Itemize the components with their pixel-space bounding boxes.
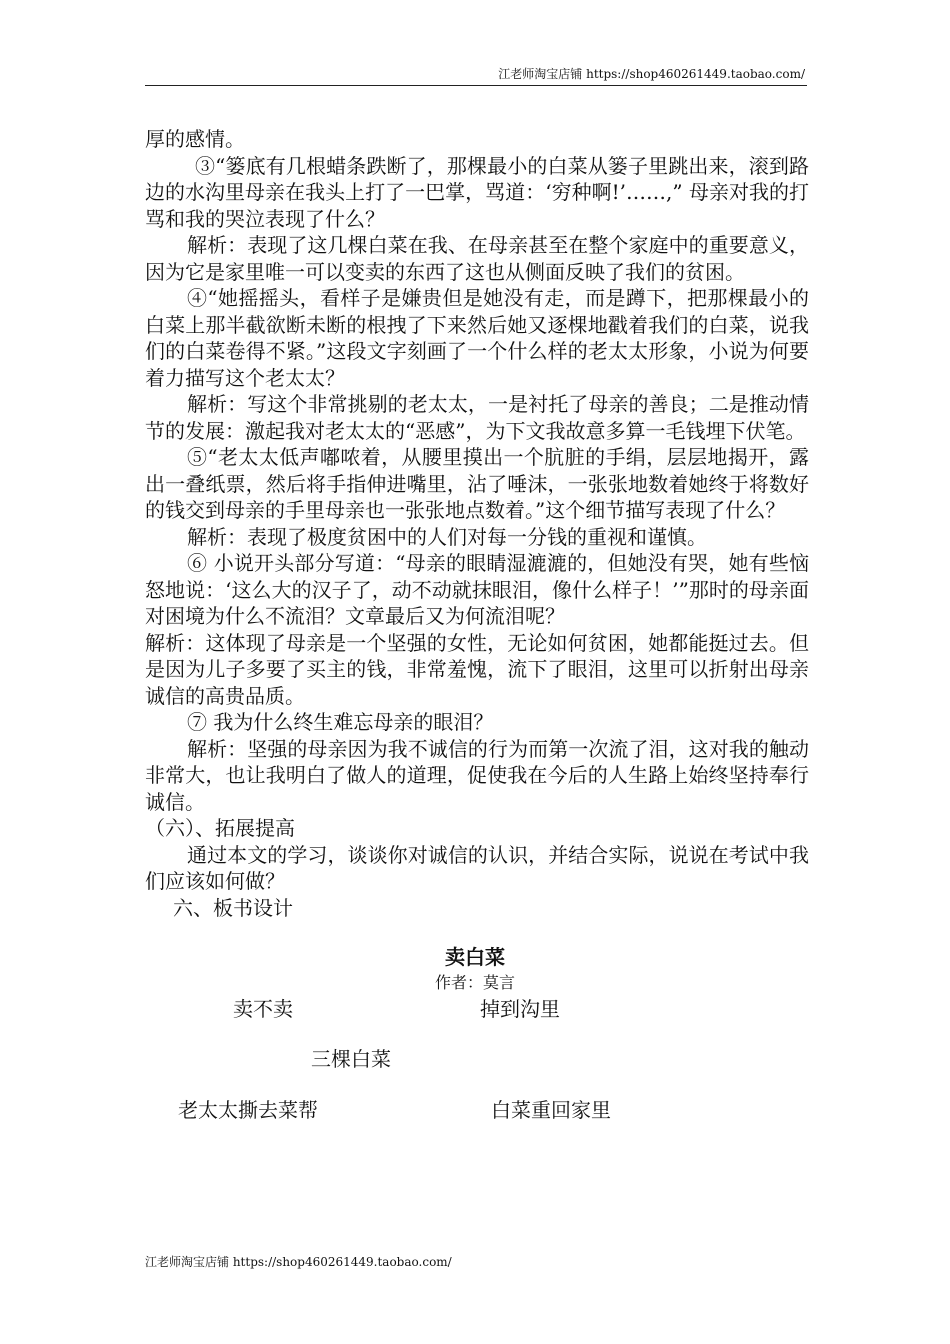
board-item-sell: 卖不卖 [233,997,293,1021]
board-item-center: 三棵白菜 [311,1047,391,1071]
extension-prompt: 通过本文的学习，谈谈你对诚信的认识，并结合实际，说说在考试中我们应该如何做？ [145,842,809,893]
section-heading-board-design: 六、板书设计 [173,895,293,920]
board-item-return: 白菜重回家里 [491,1098,611,1122]
page-footer: 江老师淘宝店铺 https://shop460261449.taobao.com/ [145,1255,452,1269]
header-divider [145,85,807,86]
question-7: ⑦ 我为什么终生难忘母亲的眼泪？ [187,710,494,734]
paragraph-continuation: 厚的感情。 [145,127,245,151]
question-4: ④“她摇摇头，看样子是嫌贵但是她没有走，而是蹲下，把那棵最小的白菜上那半截欲断未断的根拽了下来然后她又逐棵地戳着我们的白菜，说我们的白菜卷得不紧。”这段文字刻画了一个什么样的老太太形象，小说为何要着力描写这个老太太？ [145,286,809,390]
question-5: ⑤“老太太低声嘟哝着，从腰里摸出一个肮脏的手绢，层层地揭开，露出一叠纸票，然后将手指伸进嘴里，沾了唾沫，一张张地数着她终于将数好的钱交到母亲的手里母亲也一张张地点数着。”这个细节描写表现了什么？ [145,445,809,522]
answer-3: 解析：表现了这几棵白菜在我、在母亲甚至在整个家庭中的重要意义，因为它是家里唯一可以变卖的东西了这也从侧面反映了我们的贫困。 [145,233,809,284]
board-author: 作者：莫言 [434,973,515,992]
answer-4: 解析：写这个非常挑剔的老太太，一是衬托了母亲的善良；二是推动情节的发展：激起我对老太太的“恶感”，为下文我故意多算一毛钱埋下伏笔。 [145,392,809,443]
board-item-old-lady: 老太太撕去菜帮 [178,1098,318,1122]
answer-5: 解析：表现了极度贫困中的人们对每一分钱的重视和谨慎。 [187,524,707,549]
answer-7: 解析：坚强的母亲因为我不诚信的行为而第一次流了泪，这对我的触动非常大，也让我明白了做人的道理，促使我在今后的人生路上始终坚持奉行诚信。 [145,736,809,814]
question-6: ⑥ 小说开头部分写道：“母亲的眼睛湿漉漉的，但她没有哭，她有些恼怒地说：‘这么大的汉子了，动不动就抹眼泪，像什么样子！’”那时的母亲面对困境为什么不流泪？文章最后又为何流泪呢？ [145,551,809,628]
question-3: ③“篓底有几根蜡条跌断了，那棵最小的白菜从篓子里跳出来，滚到路边的水沟里母亲在我头上打了一巴掌，骂道：‘穷种啊!’……,” 母亲对我的打骂和我的哭泣表现了什么？ [145,153,809,231]
board-item-ditch: 掉到沟里 [480,997,560,1021]
page-header: 江老师淘宝店铺 https://shop460261449.taobao.com/ [498,67,805,81]
answer-6: 解析：这体现了母亲是一个坚强的女性，无论如何贫困，她都能挺过去。但是因为儿子多要了买主的钱，非常羞愧，流下了眼泪，这里可以折射出母亲诚信的高贵品质。 [145,630,809,708]
board-title: 卖白菜 [445,945,505,969]
document-body [145,126,809,921]
section-heading-extension: （六）、拓展提高 [145,816,295,840]
